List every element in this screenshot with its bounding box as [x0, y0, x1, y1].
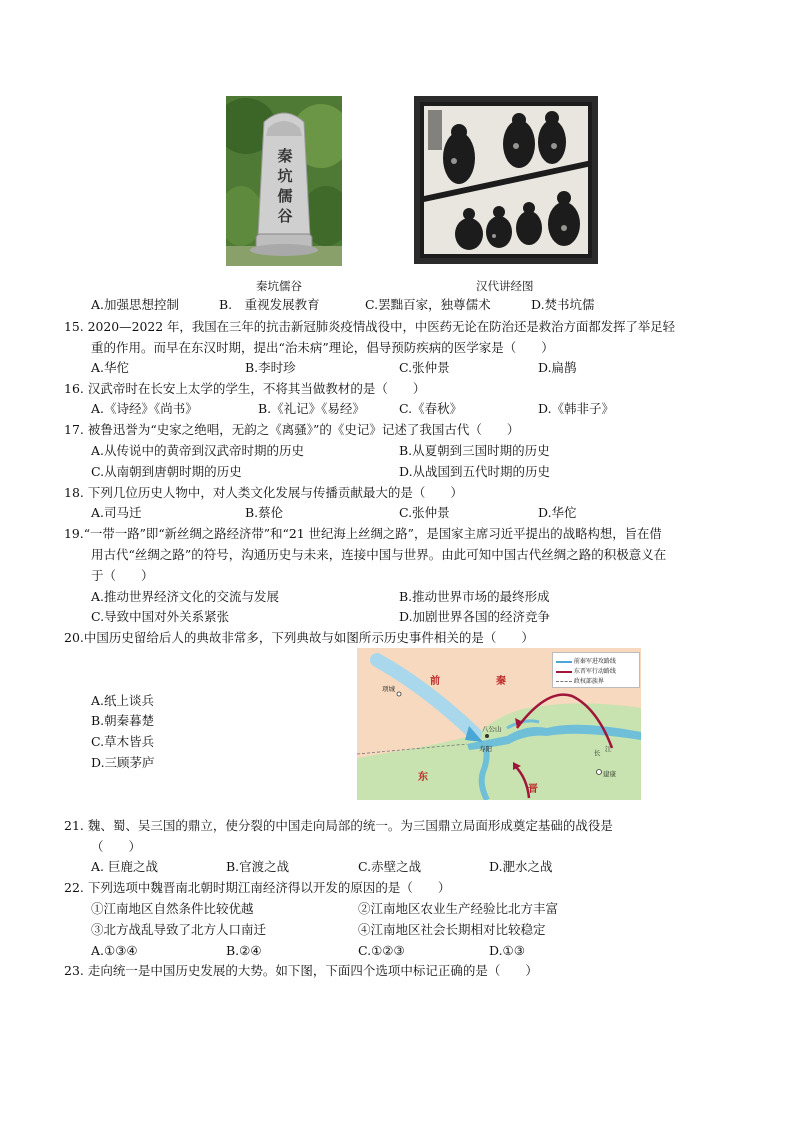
q21-stem-line1: 21. 魏、蜀、吴三国的鼎立，使分裂的中国走向局部的统一。为三国鼎立局面形成奠定基础的战役是	[64, 818, 613, 833]
q17-option-a[interactable]: A.从传说中的黄帝到汉武帝时期的历史	[91, 443, 305, 458]
map-label-chang: 长	[594, 749, 601, 757]
q23-stem: 23. 走向统一是中国历史发展的大势。如下图，下面四个选项中标记正确的是（ ）	[64, 963, 538, 978]
q19-option-c[interactable]: C.导致中国对外关系紧张	[91, 609, 230, 624]
q19-option-d[interactable]: D.加剧世界各国的经济竞争	[399, 609, 551, 624]
q22-item-3: ③北方战乱导致了北方人口南迁	[91, 922, 267, 937]
q19-stem-line3: 于（ ）	[91, 568, 154, 583]
q14-option-d[interactable]: D.焚书坑儒	[531, 297, 595, 312]
q15-option-a[interactable]: A.华佗	[91, 360, 130, 375]
q21-option-d[interactable]: D.淝水之战	[489, 859, 553, 874]
q16-stem: 16. 汉武帝时在长安上太学的学生，不将其当做教材的是（ ）	[64, 381, 426, 396]
q17-option-c[interactable]: C.从南朝到唐朝时期的历史	[91, 464, 242, 479]
stele-inscription: 秦坑儒谷	[277, 147, 293, 225]
q20-option-b[interactable]: B.朝秦暮楚	[91, 713, 155, 728]
q18-option-d[interactable]: D.华佗	[538, 505, 577, 520]
map-legend	[552, 652, 640, 688]
legend-qin-route: 前秦军进攻路线	[556, 656, 616, 665]
legend-red-arrow-icon	[556, 671, 572, 673]
legend-jin-route: 东晋军行动路线	[556, 666, 616, 675]
map-label-xiangcheng: 项城	[382, 685, 395, 693]
q21-option-b[interactable]: B.官渡之战	[226, 859, 290, 874]
q21-stem-line2: （ ）	[91, 839, 142, 854]
q22-option-d[interactable]: D.①③	[489, 943, 525, 958]
q19-option-a[interactable]: A.推动世界经济文化的交流与发展	[91, 589, 280, 604]
map-label-jiankang: 建康	[603, 770, 616, 778]
q15-stem-line1: 15. 2020—2022 年，我国在三年的抗击新冠肺炎疫情战役中，中医药无论在防治还是救治方面都发挥了举足轻	[64, 319, 676, 334]
q14-option-c[interactable]: C.罢黜百家，独尊儒术	[365, 297, 491, 312]
map-label-bagongshan: 八公山	[482, 725, 502, 733]
q22-option-a[interactable]: A.①③④	[91, 943, 138, 958]
map-label-shouyang: 寿阳	[479, 745, 492, 753]
q17-stem: 17. 被鲁迅誉为“史家之绝唱，无韵之《离骚》”的《史记》记述了我国古代（ ）	[64, 422, 520, 437]
q19-option-b[interactable]: B.推动世界市场的最终形成	[399, 589, 550, 604]
q16-option-a[interactable]: A.《诗经》《尚书》	[91, 401, 198, 416]
q20-option-d[interactable]: D.三顾茅庐	[91, 755, 155, 770]
map-label-qin2: 秦	[496, 676, 506, 687]
q15-option-b[interactable]: B.李时珍	[245, 360, 296, 375]
q22-option-c[interactable]: C.①②③	[358, 943, 405, 958]
q16-option-b[interactable]: B.《礼记》《易经》	[258, 401, 365, 416]
q18-option-b[interactable]: B.蔡伦	[245, 505, 284, 520]
legend-border: 政权部族界	[556, 676, 604, 685]
q22-item-2: ②江南地区农业生产经验比北方丰富	[358, 901, 559, 916]
q17-option-d[interactable]: D.从战国到五代时期的历史	[399, 464, 551, 479]
q16-option-d[interactable]: D.《韩非子》	[538, 401, 615, 416]
q20-option-c[interactable]: C.草木皆兵	[91, 734, 155, 749]
legend-dashed-line-icon	[556, 681, 572, 682]
han-relief-image	[414, 96, 598, 264]
q17-option-b[interactable]: B.从夏朝到三国时期的历史	[399, 443, 550, 458]
q20-stem: 20.中国历史留给后人的典故非常多，下列典故与如图所示历史事件相关的是（ ）	[64, 630, 534, 645]
q15-option-c[interactable]: C.张仲景	[399, 360, 450, 375]
q18-stem: 18. 下列几位历史人物中，对人类文化发展与传播贡献最大的是（ ）	[64, 485, 463, 500]
q18-option-a[interactable]: A.司马迁	[91, 505, 142, 520]
map-label-jin1: 东	[418, 772, 428, 783]
q22-stem: 22. 下列选项中魏晋南北朝时期江南经济得以开发的原因的是（ ）	[64, 880, 451, 895]
legend-blue-arrow-icon	[556, 661, 572, 663]
stele-photo	[226, 96, 342, 266]
q16-option-c[interactable]: C.《春秋》	[399, 401, 463, 416]
q18-option-c[interactable]: C.张仲景	[399, 505, 450, 520]
q14-option-b[interactable]: B. 重视发展教育	[219, 297, 320, 312]
q22-item-4: ④江南地区社会长期相对比较稳定	[358, 922, 546, 937]
relief-caption: 汉代讲经图	[476, 279, 534, 293]
q21-option-c[interactable]: C.赤壁之战	[358, 859, 422, 874]
map-label-qin1: 前	[430, 676, 440, 687]
q22-option-b[interactable]: B.②④	[226, 943, 262, 958]
q14-option-a[interactable]: A.加强思想控制	[91, 297, 180, 312]
q19-stem-line1: 19.“一带一路”即“新丝绸之路经济带”和“21 世纪海上丝绸之路”，是国家主席习近平提出的战略构想，旨在借	[64, 526, 662, 541]
stele-caption: 秦坑儒谷	[256, 279, 302, 293]
q15-stem-line2: 重的作用。而早在东汉时期，提出“治未病”理论，倡导预防疾病的医学家是（ ）	[91, 340, 554, 355]
q22-item-1: ①江南地区自然条件比较优越	[91, 901, 254, 916]
q15-option-d[interactable]: D.扁鹊	[538, 360, 577, 375]
map-label-jin2: 晋	[528, 784, 538, 795]
q19-stem-line2: 用古代“丝绸之路”的符号，沟通历史与未来，连接中国与世界。由此可知中国古代丝绸之路的积极意义在	[91, 547, 667, 562]
q20-option-a[interactable]: A.纸上谈兵	[91, 693, 155, 708]
q21-option-a[interactable]: A. 巨鹿之战	[91, 859, 158, 874]
map-label-jiang: 江	[605, 745, 612, 753]
